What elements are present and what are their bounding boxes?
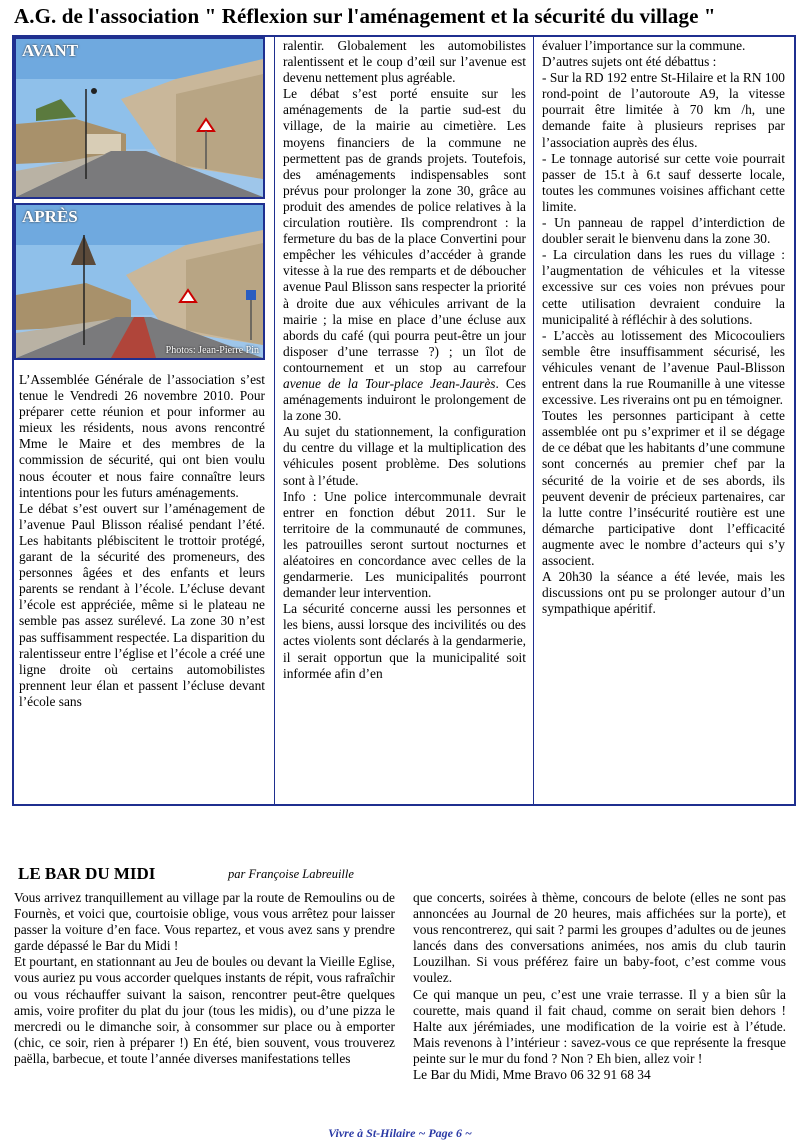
contact-line: Le Bar du Midi, Mme Bravo 06 32 91 68 34	[413, 1067, 651, 1083]
article-title: A.G. de l'association " Réflexion sur l'aménagement et la sécurité du village "	[14, 4, 716, 28]
paragraph: Toutes les personnes participant à cette assemblée ont pu s’exprimer et il se dégage de ce débat que les habitants d’une commune sont concernés au premier chef par la sécurité de la voirie et de ses abords, ils peuvent devenir de précieux partenaires, car la lutte contre l’insécurité routière est une démarche participative dont l’efficacité augmente avec le nombre d’acteurs qui s’y associent.	[542, 408, 785, 568]
paragraph: L’Assemblée Générale de l’association s’est tenue le Vendredi 26 novembre 2010. Pour préparer cette réunion et pour informer au mieux les résidents, nous avons rencontré Mme le Maire et des membres de la commission de sécurité, qui ont bien voulu nous écouter et nous faire connaître leurs intentions pour les futurs aménagements.	[19, 372, 265, 500]
before-label: AVANT	[22, 41, 79, 60]
article2-column1	[14, 890, 395, 1067]
article1-column3	[542, 38, 785, 804]
article2-byline: par Françoise Labreuille	[228, 867, 354, 881]
after-street-image	[16, 205, 263, 358]
before-street-image	[16, 39, 263, 197]
paragraph	[283, 86, 526, 424]
paragraph: évaluer l’importance sur la commune.	[542, 38, 746, 53]
after-label: APRÈS	[22, 207, 78, 226]
article1-column1	[19, 372, 265, 802]
paragraph: - La circulation dans les rues du village : l’augmentation de véhicules et la vitesse excessive sur ces voies non prévues pour cette utilisation devraient conduire la municipalité à réfléchir à des solutions.	[542, 247, 785, 327]
article1-column2	[283, 38, 526, 804]
article2-heading: LE BAR DU MIDI	[18, 864, 156, 883]
paragraph: La sécurité concerne aussi les personnes et les biens, aussi lorsque des incivilités ou des actes violents sont déclarés à la gendarmerie, il serait opportun que la municipalité soit informée afin d’en	[283, 601, 526, 681]
paragraph: - L’accès au lotissement des Micocouliers semble être insuffisamment sécurisé, les véhicules venant de l’avenue Paul-Blisson entrent dans la rue Roumanille à une vitesse excessive. Les riverains ont pu en témoigner.	[542, 327, 785, 408]
paragraph: Au sujet du stationnement, la configuration du centre du village et la multiplication des véhicules posent problème. Des solutions sont à l’étude.	[283, 424, 526, 488]
paragraph: A 20h30 la séance a été levée, mais les discussions ont pu se prolonger autour d’un sympathique apéritif.	[542, 569, 785, 617]
column-divider	[533, 37, 534, 804]
column-divider	[274, 37, 275, 804]
before-photo	[14, 37, 265, 199]
italic-place-name: avenue de la Tour-place Jean-Jaurès	[283, 375, 496, 391]
photo-credit: Photos: Jean-Pierre Pin	[165, 345, 259, 356]
paragraph: Vous arrivez tranquillement au village par la route de Remoulins ou de Fournès, et voici que, courtoisie oblige, vous vous arrêtez pour laisser passer la voiture d’en face. Vous repartez, et vous avez sans y prendre garde dépassé le Bar du Midi !	[14, 890, 395, 954]
paragraph: D’autres sujets ont été débattus :	[542, 54, 717, 70]
after-photo	[14, 203, 265, 360]
article2-column2	[413, 890, 786, 1083]
text-run: Le débat s’est porté ensuite sur les aménagements de la partie sud-est du village, de la mairie au cimetière. Les moyens financiers de la commune ne permettent pas de grands projets. Toutefois, des aménagements indispensables sont prévus pour prolonger la zone 30, grâce au produit des amendes de police relatives à la circulation routière. Ils comprendront : la fermeture du bas de la place Convertini pour empêcher les véhicules d’accéder à grande vitesse à la rue des remparts et de déboucher avenue Paul Blisson sans respecter la priorité à droite due aux véhicules arrivant de la mairie ; la mise en place d’une écluse aux abords du café (qui pourra peut-être un jour disposer d’une terrasse ?) ; un îlot de contournement et un stop au carrefour	[283, 86, 526, 375]
paragraph: que concerts, soirées à thème, concours de belote (elles ne sont pas annoncées au Journal de 20 heures, mais affichées sur la porte), et vous rencontrerez, qui sait ? parmi les groupes d’adultes ou de jeunes lancés dans des conversations animées, nos amis du club taurin Louzilhan. Si vous préférez faire un baby-foot, c’est comme vous voulez.	[413, 890, 786, 986]
page-footer: Vivre à St-Hilaire ~ Page 6 ~	[328, 1126, 472, 1140]
paragraph: Et pourtant, en stationnant au Jeu de boules ou devant la Vieille Eglise, vous auriez pu vous accorder quelques instants de répit, vous rafraîchir ou vous réchauffer suivant la saison, rencontrer peut-être quelques amis, voire profiter du plat du jour (tous les midis), ou d’une pizza le mercredi ou le dimanche soir, à consommer sur place ou à emporter (chic, ce soir, rien à préparer !) En été, bien souvent, vous trouverez paëlla, barbecue, et toute l’année diverses manifestations telles	[14, 954, 395, 1066]
paragraph: - Le tonnage autorisé sur cette voie pourrait passer de 15.t à 6.t sauf desserte locale, toutes les communes voisines affichant cette limite.	[542, 150, 785, 214]
paragraph: - Sur la RD 192 entre St-Hilaire et la RN 100 rond-point de l’autoroute A9, la vitesse pourrait être limitée à 70 km /h, une demande faite à plusieurs reprises par l’association auprès des élus.	[542, 70, 785, 150]
paragraph: Info : Une police intercommunale devrait entrer en fonction début 2011. Sur le territoire de la communauté de communes, les patrouilles seront surtout nocturnes et aléatoires en concordance avec celles de la gendarmerie. Les municipalités pourront demander leur intervention.	[283, 488, 526, 601]
text-run: . Ces aménagements induiront le prolongement de la zone 30.	[283, 375, 526, 424]
paragraph: - Un panneau de rappel d’interdiction de doubler serait le bienvenu dans la zone 30.	[542, 215, 785, 247]
paragraph: Ce qui manque un peu, c’est une vraie terrasse. Il y a bien sûr la courette, mais quand il fait chaud, comme on serait bien dehors ! Halte aux jérémiades, une modification de la voirie est à l’étude. Mais revenons à l’intérieur : savez-vous ce que représente la fresque peinte sur le mur du fond ? Non ? Eh bien, allez voir !	[413, 986, 786, 1066]
paragraph: ralentir. Globalement les automobilistes ralentissent et le coup d’œil sur l’avenue est devenu nettement plus agréable.	[283, 38, 526, 86]
paragraph: Le débat s’est ouvert sur l’aménagement de l’avenue Paul Blisson réalisé pendant l’été. Les habitants plébiscitent le trottoir protégé, garant de la sécurité des promeneurs, des personnes âgées et des enfants et leurs parents se rendant à l’école. L’écluse devant l’école est appréciée, même si le plateau ne semble pas assez surélevé. La zone 30 n’est pas suffisamment respectée. La disparition du ralentisseur entre l’église et l’école a créé une ligne droite où certains automobilistes prennent leur élan et passent l’écluse devant l’école sans	[19, 500, 265, 709]
